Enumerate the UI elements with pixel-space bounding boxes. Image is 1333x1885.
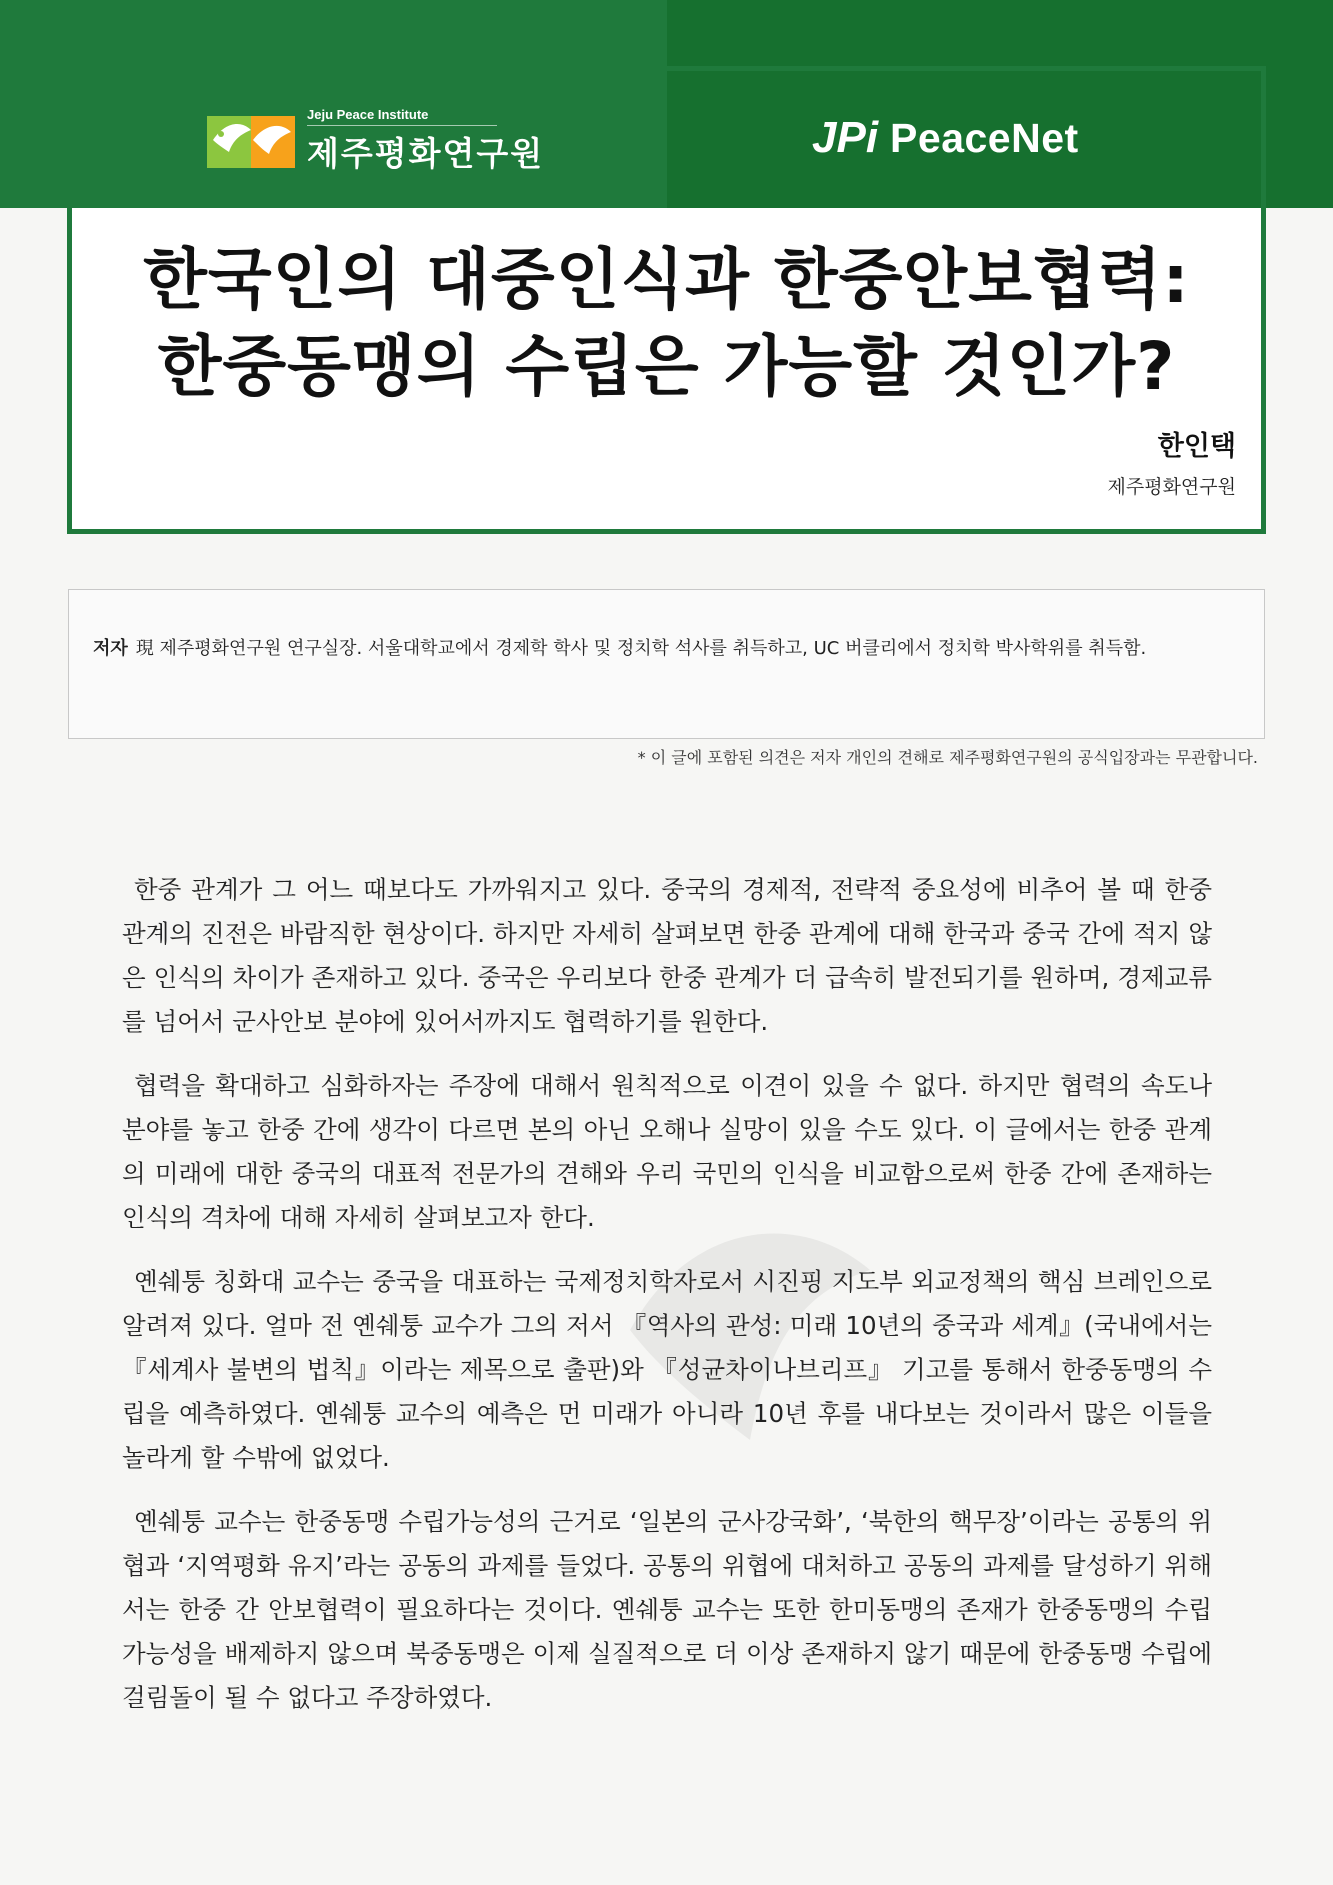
- author-info: [93, 634, 1287, 664]
- author-info-box: [68, 589, 1265, 739]
- author-info-text: 現 제주평화연구원 연구실장. 서울대학교에서 경제학 학사 및 정치학 석사를 취득하고, UC 버클리에서 정치학 박사학위를 취득함.: [135, 638, 1147, 659]
- brand-name: PeaceNet: [890, 114, 1079, 161]
- institute-logo: [207, 108, 544, 174]
- peacenet-logo: [812, 113, 1079, 163]
- disclaimer: * 이 글에 포함된 의견은 저자 개인의 견해로 제주평화연구원의 공식입장과는 무관합니다.: [637, 748, 1258, 767]
- institute-name-en: Jeju Peace Institute: [307, 107, 497, 126]
- jpi-mark: JPi: [812, 113, 879, 162]
- paragraph: 옌쉐퉁 교수는 한중동맹 수립가능성의 근거로 ‘일본의 군사강국화’, ‘북한의 핵무장’이라는 공통의 위협과 ‘지역평화 유지’라는 공동의 과제를 들었다. 공통의 위협에 대처하고 공동의 과제를 달성하기 위해서는 한중 간 안보협력이 필요하다는 것이다. 옌쉐퉁 교수는 또한 한미동맹의 존재가 한중동맹의 수립가능성을 배제하지 않으며 북중동맹은 이제 실질적으로 더 이상 존재하지 않기 때문에 한중동맹 수립에 걸림돌이 될 수 없다고 주장하였다.: [122, 1507, 1212, 1712]
- paragraph: 옌쉐퉁 칭화대 교수는 중국을 대표하는 국제정치학자로서 시진핑 지도부 외교정책의 핵심 브레인으로 알려져 있다. 얼마 전 옌쉐퉁 교수가 그의 저서 『역사의 관성: 미래 10년의 중국과 세계』(국내에서는 『세계사 불변의 법칙』이라는 제목으로 출판)와 『성균차이나브리프』 기고를 통해서 한중동맹의 수립을 예측하였다. 옌쉐퉁 교수의 예측은 먼 미래가 아니라 10년 후를 내다보는 것이라서 많은 이들을 놀라게 할 수밖에 없었다.: [122, 1267, 1212, 1472]
- author-info-label: 저자: [93, 638, 128, 659]
- title-line-1: 한국인의 대중인식과 한중안보협력:: [143, 241, 1190, 318]
- dove-logo-icon: [207, 110, 297, 172]
- page-title: [72, 236, 1261, 410]
- title-line-2: 한중동맹의 수립은 가능할 것인가?: [157, 328, 1176, 405]
- author-name: 한인택: [1157, 431, 1236, 462]
- paragraph: 한중 관계가 그 어느 때보다도 가까워지고 있다. 중국의 경제적, 전략적 중요성에 비추어 볼 때 한중 관계의 진전은 바람직한 현상이다. 하지만 자세히 살펴보면 한중 관계에 대해 한국과 중국 간에 적지 않은 인식의 차이가 존재하고 있다. 중국은 우리보다 한중 관계가 더 급속히 발전되기를 원하며, 경제교류를 넘어서 군사안보 분야에 있어서까지도 협력하기를 원한다.: [122, 875, 1212, 1036]
- paragraph: 협력을 확대하고 심화하자는 주장에 대해서 원칙적으로 이견이 있을 수 없다. 하지만 협력의 속도나 분야를 놓고 한중 간에 생각이 다르면 본의 아닌 오해나 실망이 있을 수도 있다. 이 글에서는 한중 관계의 미래에 대한 중국의 대표적 전문가의 견해와 우리 국민의 인식을 비교함으로써 한중 간에 존재하는 인식의 격차에 대해 자세히 살펴보고자 한다.: [122, 1071, 1212, 1232]
- author-org: 제주평화연구원: [1107, 476, 1236, 498]
- article-body: [122, 868, 1212, 1740]
- institute-name-ko: 제주평화연구원: [307, 134, 545, 173]
